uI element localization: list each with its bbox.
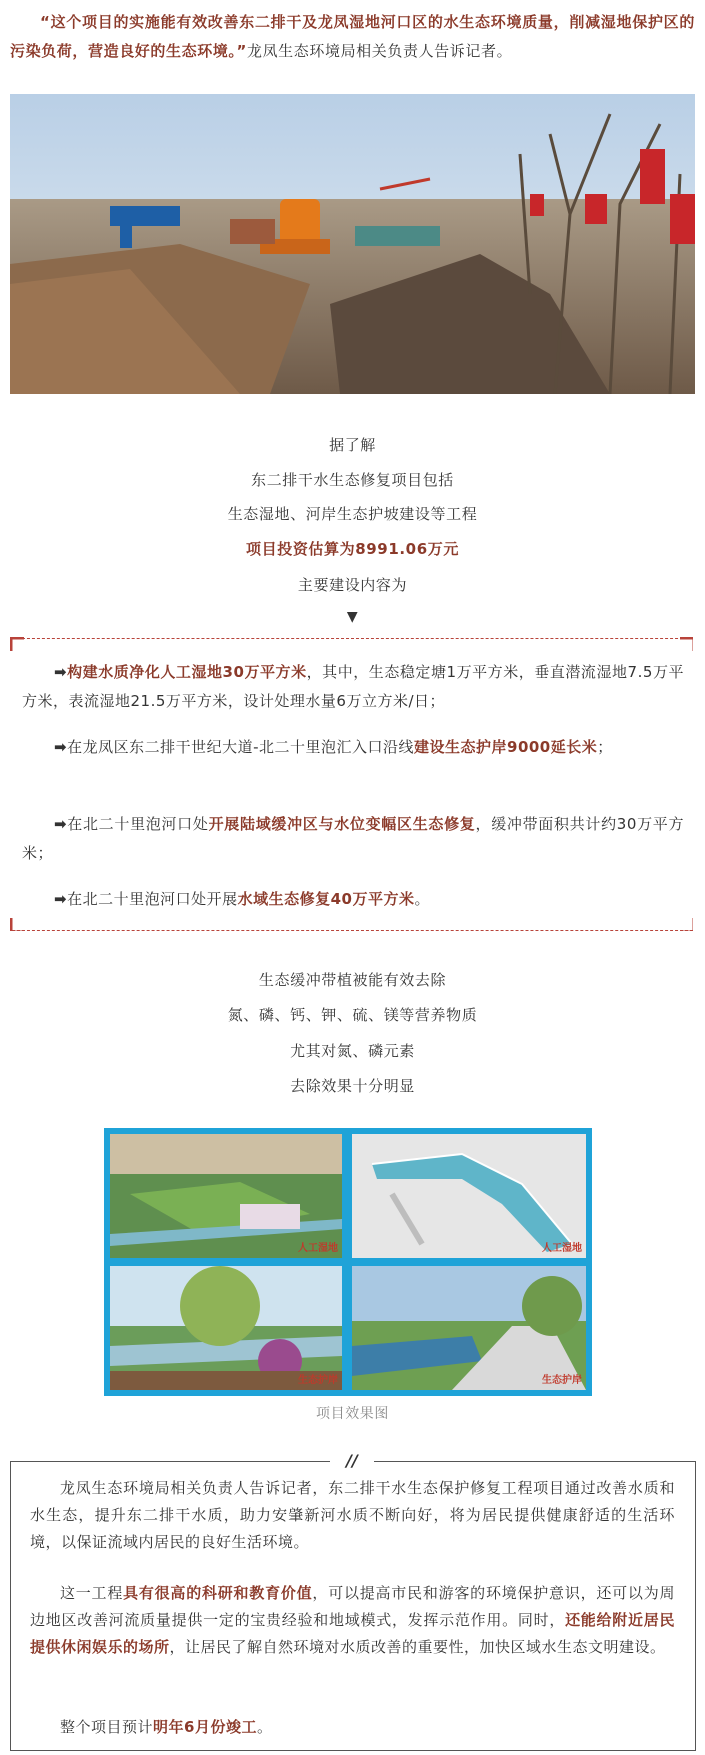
intro-quote: “这个项目的实施能有效改善东二排干及龙凤湿地河口区的水生态环境质量，削减湿地保护区的污染负荷，营造良好的生态环境。” bbox=[10, 13, 695, 60]
intro-paragraph bbox=[10, 8, 695, 66]
construction-item-1 bbox=[22, 658, 684, 716]
construction-item-2 bbox=[22, 733, 684, 762]
summary-line-2: 东二排干水生态修复项目包括 bbox=[251, 471, 454, 489]
item-1-highlight: 构建水质净化人工湿地30万平方米 bbox=[67, 663, 307, 681]
down-arrow-icon: ▼ bbox=[346, 609, 359, 625]
wetland-plan-panel bbox=[352, 1134, 586, 1258]
buffer-line-1: 生态缓冲带植被能有效去除 bbox=[258, 971, 447, 989]
construction-site-illustration bbox=[10, 94, 695, 394]
ecological-bank-panel-1 bbox=[110, 1266, 342, 1390]
item-2-tail: ； bbox=[597, 738, 613, 756]
item-4-tail: 。 bbox=[414, 890, 430, 908]
item-4-text: 在北二十里泡河口处开展 bbox=[67, 890, 238, 908]
p2-text-e: ，让居民了解自然环境对水质改善的重要性，加快区域水生态文明建设。 bbox=[169, 1638, 666, 1656]
corner-bracket-icon bbox=[679, 917, 693, 931]
intro-tail: 龙凤生态环境局相关负责人告诉记者。 bbox=[246, 42, 513, 60]
ecological-bank-panel-2 bbox=[352, 1266, 586, 1390]
box-top-border bbox=[12, 638, 693, 639]
closing-paragraph-2 bbox=[30, 1580, 675, 1661]
panel-4-label: 生态护岸 bbox=[542, 1375, 582, 1386]
item-4-highlight: 水域生态修复40万平方米 bbox=[237, 890, 415, 908]
investment-estimate: 项目投资估算为8991.06万元 bbox=[246, 540, 459, 558]
rendering-caption: 项目效果图 bbox=[316, 1406, 389, 1422]
p3-text-a: 整个项目预计 bbox=[60, 1718, 154, 1736]
corner-bracket-icon bbox=[10, 637, 24, 651]
construction-item-3 bbox=[22, 810, 684, 868]
arrow-right-icon: ➡ bbox=[54, 663, 68, 681]
arrow-right-icon: ➡ bbox=[54, 890, 68, 908]
p2-highlight-d: 还能给附近居民提供休闲娱乐的场所 bbox=[30, 1611, 675, 1656]
item-3-tail: ，缓冲带面积共计约30万平方米； bbox=[22, 815, 684, 862]
item-3-text: 在北二十里泡河口处 bbox=[67, 815, 209, 833]
item-2-text: 在龙凤区东二排干世纪大道-北二十里泡汇入口沿线 bbox=[67, 738, 414, 756]
buffer-line-4: 去除效果十分明显 bbox=[290, 1077, 415, 1095]
divider-mark: // bbox=[330, 1451, 374, 1470]
panel-1-label: 人工湿地 bbox=[298, 1243, 338, 1254]
wetland-panel-1 bbox=[110, 1134, 342, 1258]
construction-site-photo bbox=[10, 94, 695, 394]
arrow-right-icon: ➡ bbox=[54, 738, 68, 756]
buffer-line-2: 氮、磷、钙、钾、硫、镁等营养物质 bbox=[227, 1006, 478, 1024]
buffer-line-3: 尤其对氮、磷元素 bbox=[290, 1042, 415, 1060]
construction-item-4 bbox=[22, 885, 684, 914]
p3-text-c: 。 bbox=[256, 1718, 273, 1736]
corner-bracket-icon bbox=[10, 917, 24, 931]
summary-line-5: 主要建设内容为 bbox=[297, 576, 408, 594]
arrow-right-icon: ➡ bbox=[54, 815, 68, 833]
panel-3-label: 生态护岸 bbox=[298, 1375, 338, 1386]
panel-2-label: 人工湿地 bbox=[542, 1243, 582, 1254]
summary-line-3: 生态湿地、河岸生态护坡建设等工程 bbox=[227, 505, 478, 523]
completion-date: 明年6月份竣工 bbox=[153, 1718, 257, 1736]
closing-paragraph-1: 龙凤生态环境局相关负责人告诉记者，东二排干水生态保护修复工程项目通过改善水质和水生态，提升东二排干水质，助力安肇新河水质不断向好，将为居民提供健康舒适的生活环境，以保证流域内居民的良好生活环境。 bbox=[30, 1479, 675, 1551]
item-2-highlight: 建设生态护岸9000延长米 bbox=[414, 738, 598, 756]
p2-text-a: 这一工程 bbox=[60, 1584, 124, 1602]
summary-line-1: 据了解 bbox=[329, 436, 376, 454]
item-1-text: ，其中，生态稳定塘1万平方米，垂直潜流湿地7.5万平方米，表流湿地21.5万平方米，设计处理水量6万立方米/日； bbox=[22, 663, 684, 710]
p2-text-c: ，可以提高市民和游客的环境保护意识，还可以为周边地区改善河流质量提供一定的宝贵经验和地域模式，发挥示范作用。同时， bbox=[30, 1584, 675, 1629]
project-rendering-image bbox=[104, 1128, 592, 1396]
closing-paragraph-3 bbox=[30, 1714, 675, 1741]
box-bottom-border bbox=[12, 930, 693, 931]
item-3-highlight: 开展陆域缓冲区与水位变幅区生态修复 bbox=[208, 815, 476, 833]
corner-bracket-icon bbox=[679, 637, 693, 651]
p2-highlight-b: 具有很高的科研和教育价值 bbox=[123, 1584, 313, 1602]
